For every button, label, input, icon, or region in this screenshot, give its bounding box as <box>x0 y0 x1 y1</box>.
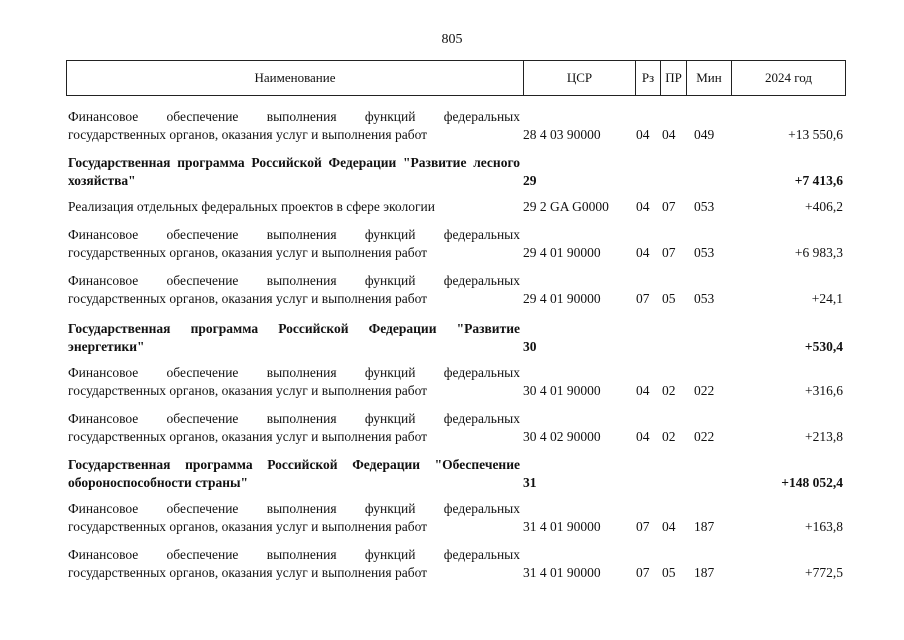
row-value: +213,8 <box>805 429 843 444</box>
row-name: Финансовое обеспечение выполнения функций федеральных государственных органов, оказания услуг и выполнения работ <box>68 273 520 306</box>
table-row <box>66 226 846 262</box>
row-pr: 07 <box>662 199 676 214</box>
row-csr: 29 <box>523 173 537 188</box>
row-min: 053 <box>694 199 715 214</box>
row-rz: 04 <box>636 127 650 142</box>
table-header <box>66 60 846 96</box>
row-pr: 02 <box>662 429 676 444</box>
row-csr: 31 4 01 90000 <box>523 565 601 580</box>
row-value: +316,6 <box>805 383 843 398</box>
row-csr: 30 4 02 90000 <box>523 429 601 444</box>
header-rz: Рз <box>635 61 660 95</box>
row-name: Финансовое обеспечение выполнения функций федеральных государственных органов, оказания услуг и выполнения работ <box>68 365 520 398</box>
row-name: Финансовое обеспечение выполнения функций федеральных государственных органов, оказания услуг и выполнения работ <box>68 109 520 142</box>
table-row <box>66 456 846 492</box>
row-rz: 07 <box>636 291 650 306</box>
table-row <box>66 500 846 536</box>
row-value: +13 550,6 <box>788 127 843 142</box>
row-value: +530,4 <box>804 339 843 354</box>
row-min: 022 <box>694 429 715 444</box>
table-row <box>66 320 846 356</box>
header-csr: ЦСР <box>523 61 635 95</box>
row-name: Финансовое обеспечение выполнения функций федеральных государственных органов, оказания услуг и выполнения работ <box>68 227 520 260</box>
header-year: 2024 год <box>731 61 845 95</box>
row-pr: 04 <box>662 127 676 142</box>
table-row <box>66 154 846 190</box>
row-value: +406,2 <box>805 199 843 214</box>
row-value: +772,5 <box>805 565 843 580</box>
row-min: 022 <box>694 383 715 398</box>
row-csr: 28 4 03 90000 <box>523 127 601 142</box>
header-pr: ПР <box>660 61 686 95</box>
row-pr: 05 <box>662 565 676 580</box>
row-pr: 04 <box>662 519 676 534</box>
row-min: 187 <box>694 565 715 580</box>
row-pr: 02 <box>662 383 676 398</box>
row-name: Реализация отдельных федеральных проектов в сфере экологии <box>68 199 435 214</box>
table-row <box>66 108 846 144</box>
row-csr: 31 <box>523 475 537 490</box>
row-rz: 07 <box>636 565 650 580</box>
row-name: Государственная программа Российской Федерации "Обеспечение обороноспособности страны" <box>68 457 520 490</box>
row-value: +163,8 <box>805 519 843 534</box>
header-min: Мин <box>686 61 731 95</box>
row-value: +7 413,6 <box>794 173 843 188</box>
row-csr: 29 2 GA G0000 <box>523 199 609 214</box>
row-min: 049 <box>694 127 715 142</box>
row-csr: 29 4 01 90000 <box>523 245 601 260</box>
row-rz: 04 <box>636 383 650 398</box>
row-csr: 29 4 01 90000 <box>523 291 601 306</box>
row-name: Государственная программа Российской Федерации "Развитие энергетики" <box>68 321 520 354</box>
row-pr: 07 <box>662 245 676 260</box>
row-value: +148 052,4 <box>781 475 843 490</box>
row-min: 187 <box>694 519 715 534</box>
table-row <box>66 272 846 308</box>
page-number: 805 <box>441 32 463 47</box>
table-row <box>66 198 846 216</box>
row-value: +6 983,3 <box>794 245 843 260</box>
row-csr: 30 <box>523 339 537 354</box>
row-pr: 05 <box>662 291 676 306</box>
table-row <box>66 410 846 446</box>
table-row <box>66 364 846 400</box>
row-name: Финансовое обеспечение выполнения функций федеральных государственных органов, оказания услуг и выполнения работ <box>68 501 520 534</box>
row-rz: 04 <box>636 199 650 214</box>
row-name: Государственная программа Российской Федерации "Развитие лесного хозяйства" <box>68 155 520 188</box>
row-name: Финансовое обеспечение выполнения функций федеральных государственных органов, оказания услуг и выполнения работ <box>68 547 520 580</box>
row-min: 053 <box>694 245 715 260</box>
header-name: Наименование <box>254 70 336 85</box>
row-value: +24,1 <box>811 291 843 306</box>
row-rz: 04 <box>636 245 650 260</box>
row-min: 053 <box>694 291 715 306</box>
row-rz: 04 <box>636 429 650 444</box>
table-row <box>66 546 846 582</box>
row-csr: 30 4 01 90000 <box>523 383 601 398</box>
row-name: Финансовое обеспечение выполнения функций федеральных государственных органов, оказания услуг и выполнения работ <box>68 411 520 444</box>
row-rz: 07 <box>636 519 650 534</box>
row-csr: 31 4 01 90000 <box>523 519 601 534</box>
